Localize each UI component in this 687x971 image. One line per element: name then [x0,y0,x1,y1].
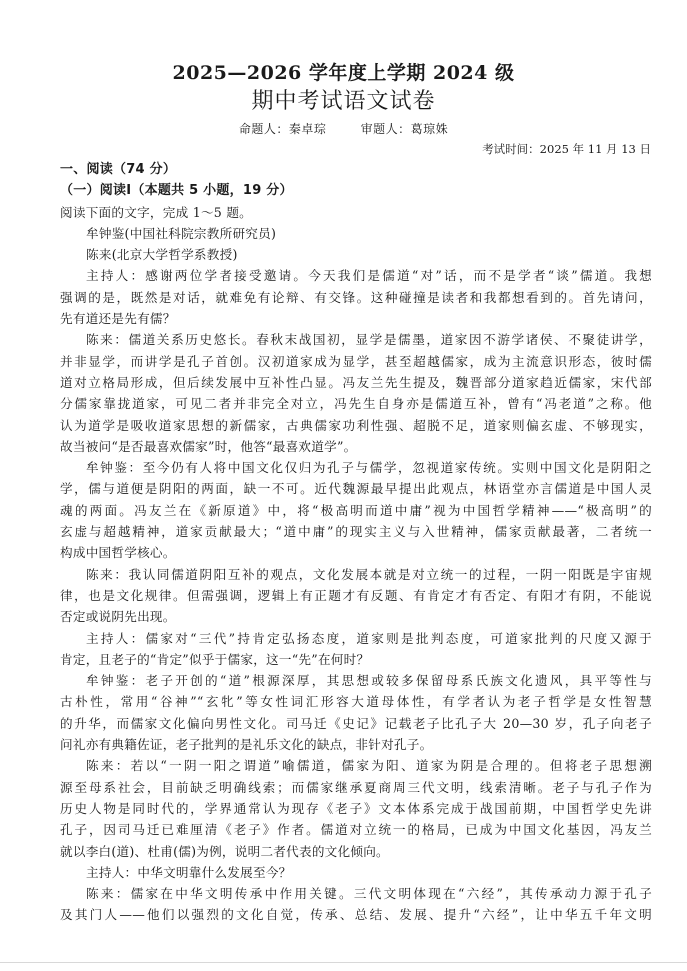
paragraph-line: 强调的是，既然是对话，就难免有论辩、有交锋。这种碰撞是读者和我都想看到的。首先请问， [60,289,652,305]
paragraph-line: 主持人：感谢两位学者接受邀请。今天我们是儒道“对”话，而不是学者“谈”儒道。我想 [86,268,652,284]
paragraph-line: 陈来：儒家在中华文明传承中作用关键。三代文明体现在“六经”，其传承动力源于孔子 [86,886,652,902]
paragraph-line: 古朴性，常用“谷神”“玄牝”等女性词汇形容大道母体性，有学者认为老子哲学是女性智慧 [60,694,652,710]
author-line [0,120,687,137]
paragraph-line: 孔子，因司马迁已难厘清《老子》作者。儒道对立统一的格局，已成为中国文化基因，冯友兰 [60,822,652,838]
paragraph-line: 先有道还是先有儒？ [60,311,176,327]
paragraph-line: 主持人：儒家对“三代”持肯定弘扬态度，道家则是批判态度，可道家批判的尺度又源于 [86,630,652,646]
section-subheading: （一）阅读Ⅰ（本题共 5 小题，19 分） [60,183,293,199]
participant-line: 陈来(北京大学哲学系教授) [86,247,238,263]
paragraph-line: 及其门人——他们以强烈的文化自觉，传承、总结、发展、提升“六经”，让中华五千年文明 [60,907,652,923]
passage [60,159,652,926]
exam-title: 期中考试语文试卷 [251,89,436,114]
paragraph-line: 否定或说阴先出现。 [60,609,176,625]
paragraph-line: 陈来：儒道关系历史悠长。春秋末战国初，显学是儒墨，道家因不游学诸侯、不聚徒讲学， [86,332,652,348]
paragraph-line: 陈来：若以“一阴一阳之谓道”喻儒道，儒家为阳、道家为阴是合理的。但将老子思想溯 [86,758,652,774]
paragraph-line: 问礼亦有典籍佐证，老子批判的是礼乐文化的缺点，非针对孔子。 [60,737,433,753]
paragraph-line: 认为道学是吸收道家思想的新儒家，古典儒家功利性强、超脱不足，道家则偏玄虚、不够现实， [60,417,652,433]
author: 命题人：秦卓琮 [238,122,327,136]
paragraph-line: 源至母系社会，目前缺乏明确线索；而儒家继承夏商周三代文明，线索清晰。老子与孔子作为 [60,779,652,795]
page-bottom-divider [0,962,687,963]
paragraph-line: 分儒家靠拢道家，可见二者并非完全对立，冯先生自身亦是儒道互补，曾有“冯老道”之称。他 [60,396,652,412]
paragraph-line: 道对立格局形成，但后续发展中互补性凸显。冯友兰先生提及，魏晋部分道家趋近儒家，宋代部 [60,374,652,390]
paragraph-line: 并非显学，而讲学是孔子首创。汉初道家成为显学，甚至超越儒家，成为主流意识形态，彼时儒 [60,353,652,369]
reviewer: 审题人：葛琼姝 [360,122,449,136]
paragraph-line: 就以李白(道)、杜甫(儒)为例，说明二者代表的文化倾向。 [60,843,389,859]
exam-time: 考试时间：2025 年 11 月 13 日 [482,142,651,156]
paragraph-line: 牟钟鉴：至今仍有人将中国文化仅归为孔子与儒学，忽视道家传统。实则中国文化是阴阳之 [86,460,652,476]
paragraph-line: 玄虚与超越精神，道家贡献最大；“道中庸”的现实主义与入世精神，儒家贡献最著，二者统一 [60,524,652,540]
paragraph-line: 律，也是文化规律。但需强调，逻辑上有正题才有反题、有肯定才有否定、有阳才有阴，不能说 [60,587,652,603]
paragraph-line: 魂的两面。冯友兰在《新原道》中，将“极高明而道中庸”视为中国哲学精神——“极高明”的 [60,502,652,518]
paragraph-line: 陈来：我认同儒道阴阳互补的观点，文化发展本就是对立统一的过程，一阴一阳既是宇宙规 [86,566,652,582]
paragraph-line: 的升华，而儒家文化偏向男性文化。司马迁《史记》记载老子比孔子大 20—30 岁，孔子向老子 [60,715,652,731]
paragraph-line: 肯定，且老子的“肯定”似乎于儒家，这一“先”在何时？ [60,651,370,667]
exam-title-year: 2025—2026 学年度上学期 2024 级 [172,62,515,84]
paragraph-line: 学，儒与道便是阴阳的两面，缺一不可。近代魏源最早提出此观点，林语堂亦言儒道是中国人灵 [60,481,652,497]
paragraph-line: 主持人：中华文明靠什么发展至今？ [86,864,292,880]
paragraph-line: 历史人物是同时代的，学界通常认为现存《老子》文本体系完成于战国前期，中国哲学史先讲 [60,800,652,816]
instruction: 阅读下面的文字，完成 1～5 题。 [60,204,253,220]
paragraph-line: 构成中国哲学核心。 [60,545,176,561]
paragraph-line: 牟钟鉴：老子开创的“道”根源深厚，其思想或较多保留母系氏族文化遗风，具平等性与 [86,673,652,689]
section-heading: 一、阅读（74 分） [60,162,177,177]
participant-line: 牟钟鉴(中国社科院宗教所研究员) [86,225,277,241]
paragraph-line: 故当被问“是否最喜欢儒家”时，他答“最喜欢道学”。 [60,438,357,454]
